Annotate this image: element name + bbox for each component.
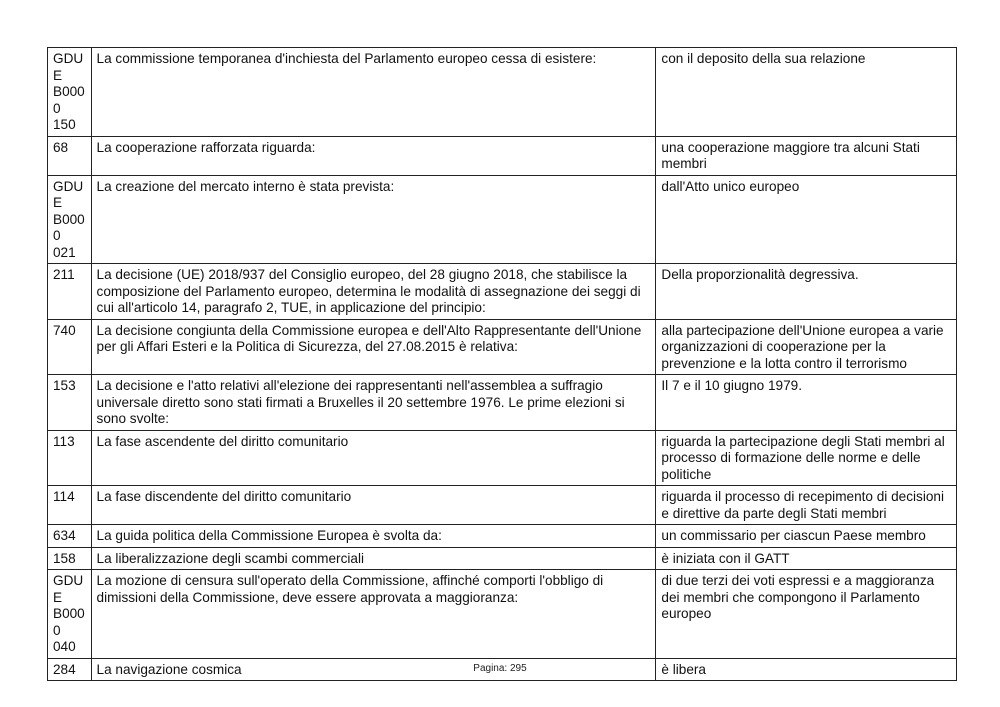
table-row [48, 375, 957, 431]
table-row [48, 136, 957, 175]
question-code-cell [48, 264, 92, 320]
answer-text-cell: con il deposito della sua relazione [656, 48, 957, 137]
question-code-line: 211 [53, 267, 75, 282]
table-row [48, 547, 957, 570]
question-code-line: GDUE [53, 573, 84, 605]
question-text-cell: La fase discendente del diritto comunitario [91, 486, 656, 525]
question-text-cell: La decisione congiunta della Commissione europea e dell'Alto Rappresentante dell'Unione per gli Affari Esteri e la Politica di Sicurezza, del 27.08.2015 è relativa: [91, 319, 656, 375]
answer-text-cell: un commissario per ciascun Paese membro [656, 525, 957, 548]
question-code-cell [48, 547, 92, 570]
question-text-cell: La decisione (UE) 2018/937 del Consiglio europeo, del 28 giugno 2018, che stabilisce la composizione del Parlamento europeo, determina le modalità di assegnazione dei seggi di cui all'articolo 14, paragrafo 2, TUE, in applicazione del principio: [91, 264, 656, 320]
answer-text-cell: riguarda la partecipazione degli Stati membri al processo di formazione delle norme e delle politiche [656, 430, 957, 486]
table-row [48, 525, 957, 548]
question-code-line: B0000 [53, 84, 85, 116]
question-text-cell: La cooperazione rafforzata riguarda: [91, 136, 656, 175]
question-code-cell [48, 136, 92, 175]
table-row [48, 486, 957, 525]
question-code-line: 114 [53, 489, 75, 504]
question-text-cell: La guida politica della Commissione Europea è svolta da: [91, 525, 656, 548]
question-code-line: 158 [53, 550, 76, 566]
question-code-cell [48, 175, 92, 264]
question-code-line: GDUE [53, 178, 84, 210]
answer-text-cell: Della proporzionalità degressiva. [656, 264, 957, 320]
qa-table-body [48, 48, 957, 681]
question-text-cell: La mozione di censura sull'operato della Commissione, affinché comporti l'obbligo di dimissioni della Commissione, deve essere approvata a maggioranza: [91, 570, 656, 659]
table-row [48, 430, 957, 486]
qa-table [47, 47, 957, 681]
question-text-cell: La fase ascendente del diritto comunitario [91, 430, 656, 486]
table-row [48, 570, 957, 659]
answer-text-cell: di due terzi dei voti espressi e a maggioranza dei membri che compongono il Parlamento europeo [656, 570, 957, 659]
question-code-line: 040 [53, 639, 76, 654]
question-code-line: 113 [53, 433, 75, 449]
table-row [48, 319, 957, 375]
question-text-cell: La navigazione cosmica [91, 658, 656, 681]
question-code-line: B0000 [53, 606, 85, 638]
question-code-line: GDUE [53, 51, 84, 83]
question-code-cell [48, 486, 92, 525]
question-code-line: 150 [53, 117, 76, 132]
answer-text-cell: alla partecipazione dell'Unione europea a varie organizzazioni di cooperazione per la prevenzione e la lotta contro il terrorismo [656, 319, 957, 375]
question-code-line: 153 [53, 378, 76, 393]
question-code-line: 021 [53, 244, 76, 260]
page-number: Pagina: 295 [473, 663, 527, 674]
question-code-line: 634 [53, 528, 76, 543]
answer-text-cell: una cooperazione maggiore tra alcuni Stati membri [656, 136, 957, 175]
question-code-cell [48, 430, 92, 486]
question-code-cell [48, 375, 92, 431]
question-text-cell: La decisione e l'atto relativi all'elezione dei rappresentanti nell'assemblea a suffragio universale diretto sono stati firmati a Bruxelles il 20 settembre 1976. Le prime elezioni si sono svolte: [91, 375, 656, 431]
question-code-cell [48, 48, 92, 137]
table-row [48, 48, 957, 137]
question-code-line: 740 [53, 322, 76, 338]
question-code-line: B0000 [53, 211, 85, 243]
answer-text-cell: riguarda il processo di recepimento di decisioni e direttive da parte degli Stati membri [656, 486, 957, 525]
answer-text-cell: Il 7 e il 10 giugno 1979. [656, 375, 957, 431]
question-code-line: 284 [53, 661, 76, 677]
question-text-cell: La creazione del mercato interno è stata prevista: [91, 175, 656, 264]
answer-text-cell: dall'Atto unico europeo [656, 175, 957, 264]
table-row [48, 175, 957, 264]
answer-text-cell: è libera [656, 658, 957, 681]
question-code-cell [48, 525, 92, 548]
question-text-cell: La commissione temporanea d'inchiesta del Parlamento europeo cessa di esistere: [91, 48, 656, 137]
question-text-cell: La liberalizzazione degli scambi commerciali [91, 547, 656, 570]
table-row [48, 264, 957, 320]
question-code-line: 68 [53, 139, 69, 155]
question-code-cell [48, 319, 92, 375]
answer-text-cell: è iniziata con il GATT [656, 547, 957, 570]
question-code-cell [48, 570, 92, 659]
